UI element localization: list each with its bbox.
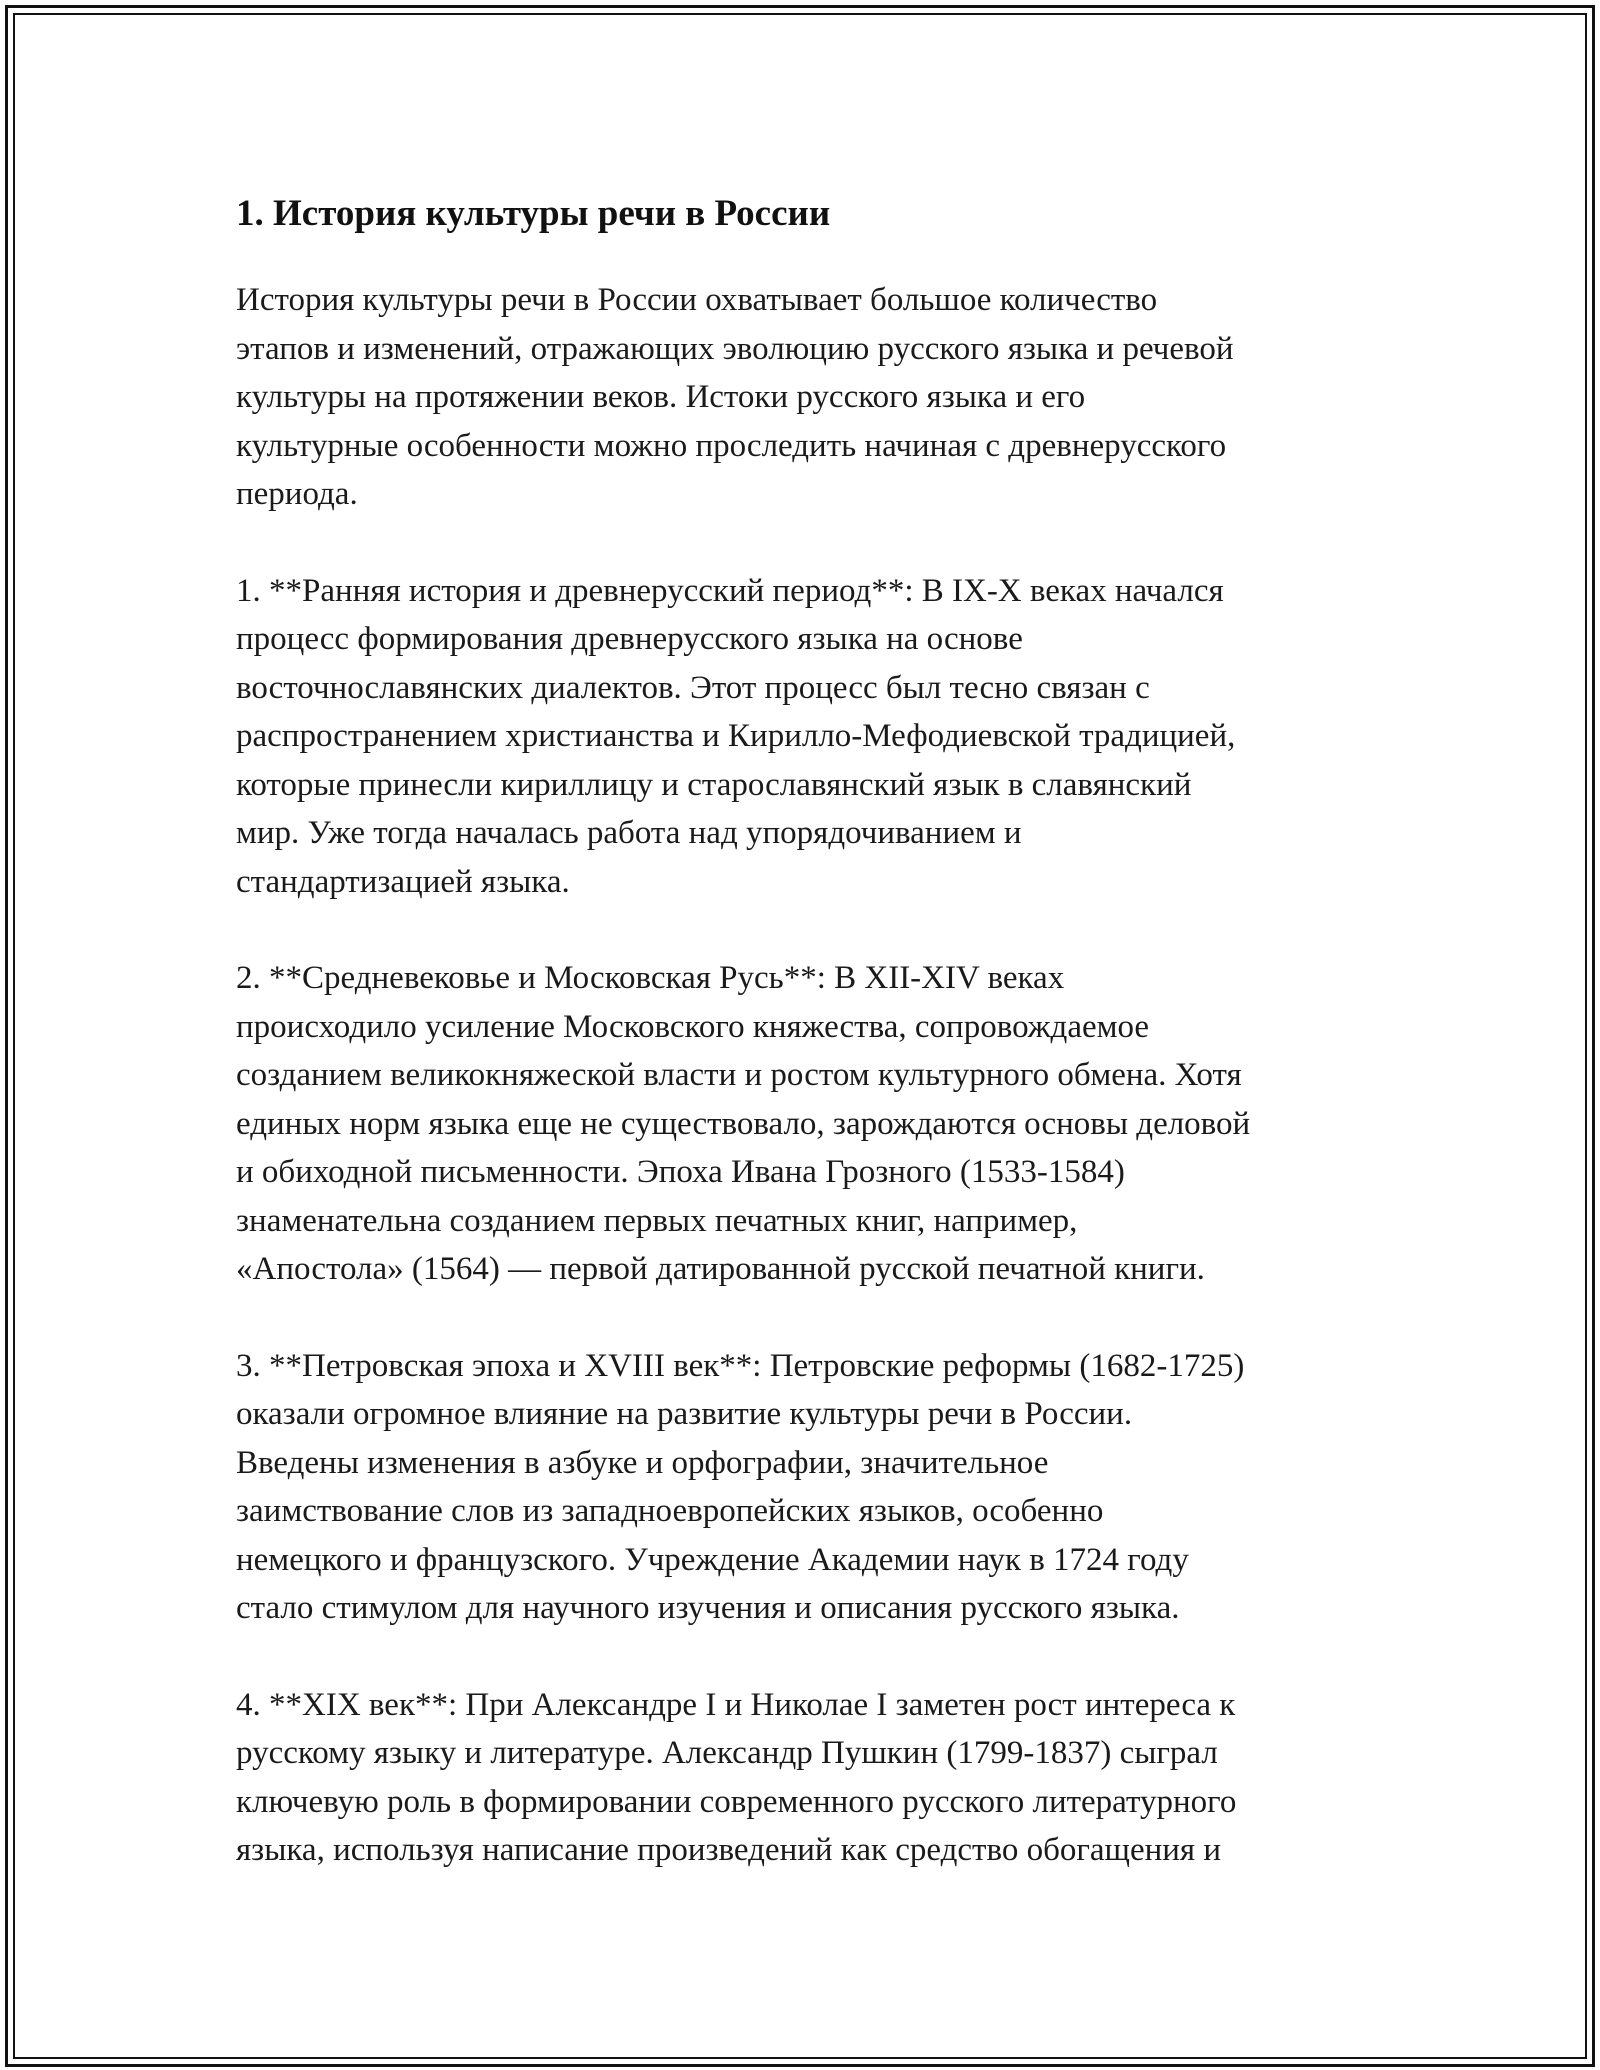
text-line: единых норм языка еще не существовало, зарождаются основы деловой xyxy=(236,1105,1251,1142)
text-line: происходило усиление Московского княжества, сопровождаемое xyxy=(236,1008,1150,1045)
text-line: «Апостола» (1564) — первой датированной русской печатной книги. xyxy=(236,1251,1205,1287)
text-line: языка, используя написание произведений как средство обогащения и xyxy=(236,1832,1222,1868)
text-line: стандартизацией языка. xyxy=(236,863,570,900)
paragraph-item-4 xyxy=(236,1681,1376,1875)
text-line: стало стимулом для научного изучения и описания русского языка. xyxy=(236,1590,1180,1626)
text-line: оказали огромное влияние на развитие культуры речи в России. xyxy=(236,1396,1133,1432)
text-line: процесс формирования древнерусского языка на основе xyxy=(236,621,1023,657)
text-line: и обиходной письменности. Эпоха Ивана Грозного (1533-1584) xyxy=(236,1154,1125,1190)
text-line: восточнославянских диалектов. Этот процесс был тесно связан с xyxy=(236,669,1150,706)
text-line: периода. xyxy=(236,476,358,512)
text-line: 3. **Петровская эпоха и XVIII век**: Петровские реформы (1682-1725) xyxy=(236,1347,1245,1384)
text-line: немецкого и французского. Учреждение Академии наук в 1724 году xyxy=(236,1541,1189,1578)
text-line: ключевую роль в формировании современного русского литературного xyxy=(236,1783,1237,1820)
document-title: 1. История культуры речи в России xyxy=(236,193,831,234)
text-line: 4. **XIX век**: При Александре I и Николае I заметен рост интереса к xyxy=(236,1686,1236,1723)
paragraph-item-1 xyxy=(236,567,1376,907)
text-line: знаменательна созданием первых печатных книг, например, xyxy=(236,1202,1078,1239)
text-line: русскому языку и литературе. Александр Пушкин (1799-1837) сыграл xyxy=(236,1735,1218,1771)
text-line: История культуры речи в России охватывает большое количество xyxy=(236,282,1158,318)
text-line: 1. **Ранняя история и древнерусский период**: В IX-X веках начался xyxy=(236,572,1224,609)
text-line: Введены изменения в азбуке и орфографии, значительное xyxy=(236,1444,1049,1481)
text-line: которые принесли кириллицу и старославянский язык в славянский xyxy=(236,766,1192,803)
text-line: заимствование слов из западноевропейских языков, особенно xyxy=(236,1493,1104,1529)
text-line: этапов и изменений, отражающих эволюцию русского языка и речевой xyxy=(236,330,1234,367)
text-line: распространением христианства и Кирилло-Мефодиевской традицией, xyxy=(236,718,1236,754)
text-line: мир. Уже тогда началась работа над упорядочиванием и xyxy=(236,815,1022,851)
text-line: 2. **Средневековье и Московская Русь**: В XII-XIV веках xyxy=(236,960,1065,996)
paragraph-item-2 xyxy=(236,954,1376,1294)
document-page xyxy=(236,186,1376,1923)
paragraph-intro xyxy=(236,276,1376,519)
text-line: созданием великокняжеской власти и ростом культурного обмена. Хотя xyxy=(236,1057,1242,1093)
text-line: культурные особенности можно проследить начиная с древнерусского xyxy=(236,427,1227,464)
paragraph-item-3 xyxy=(236,1342,1376,1633)
text-line: культуры на протяжении веков. Истоки русского языка и его xyxy=(236,379,1086,415)
